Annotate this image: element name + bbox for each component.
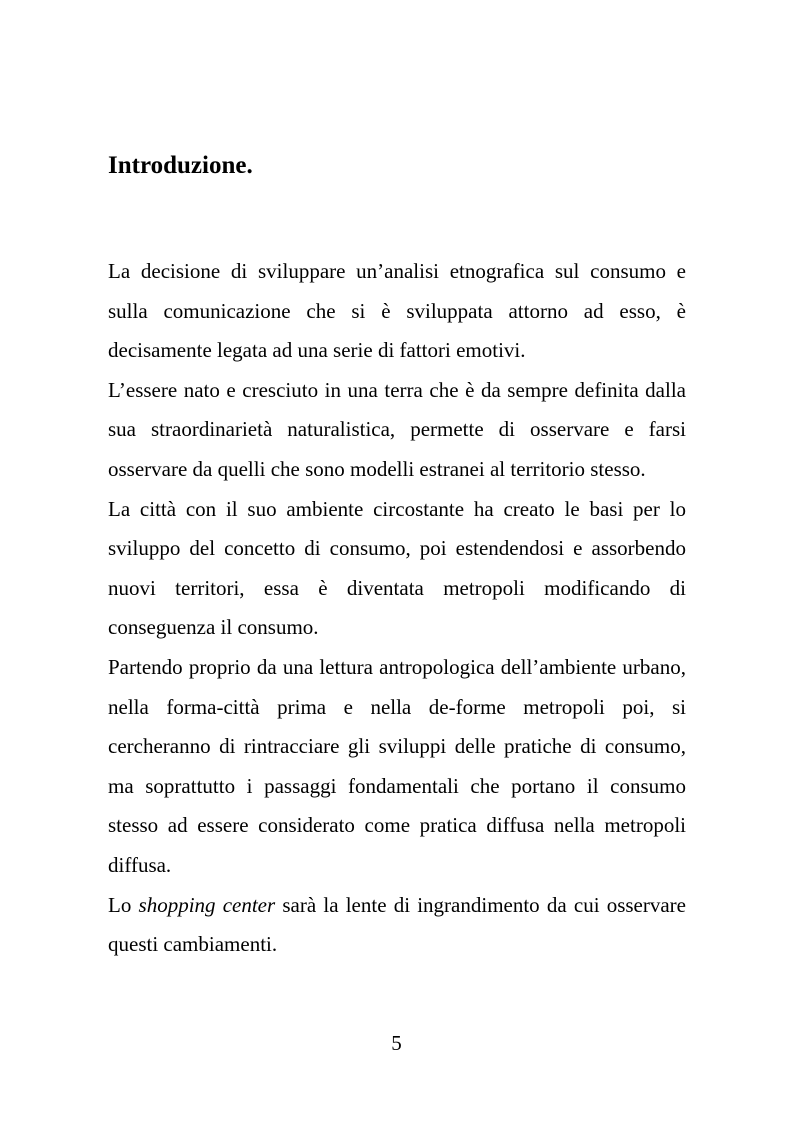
paragraph-2: L’essere nato e cresciuto in una terra che è da sempre definita dalla sua straordinarietà naturalistica, permette di osservare e farsi osservare da quelli che sono modelli estranei al territorio stesso.: [108, 377, 686, 481]
paragraph-4: Partendo proprio da una lettura antropologica dell’ambiente urbano, nella forma-città prima e nella de-forme metropoli poi, si cercheranno di rintracciare gli sviluppi delle pratiche di consumo, ma soprattutto i passaggi fondamentali che portano il consumo stesso ad essere considerato come pratica diffusa nella metropoli diffusa.: [108, 654, 686, 877]
paragraph-5-emphasis: shopping center: [138, 892, 276, 917]
section-title: Introduzione.: [108, 152, 253, 179]
page-number: 5: [391, 1031, 402, 1055]
paragraph-5: [108, 886, 686, 965]
body-text: [108, 252, 686, 965]
paragraph-5-lead: Lo: [108, 892, 139, 917]
paragraph-3: La città con il suo ambiente circostante ha creato le basi per lo sviluppo del concetto di consumo, poi estendendosi e assorbendo nuovi territori, essa è diventata metropoli modificando di conseguenza il consumo.: [108, 496, 686, 640]
paragraph-1: La decisione di sviluppare un’analisi etnografica sul consumo e sulla comunicazione che si è sviluppata attorno ad esso, è decisamente legata ad una serie di fattori emotivi.: [108, 259, 686, 363]
paragraph-5-tail: sarà la lente di ingrandimento da cui osservare questi cambiamenti.: [108, 892, 686, 957]
